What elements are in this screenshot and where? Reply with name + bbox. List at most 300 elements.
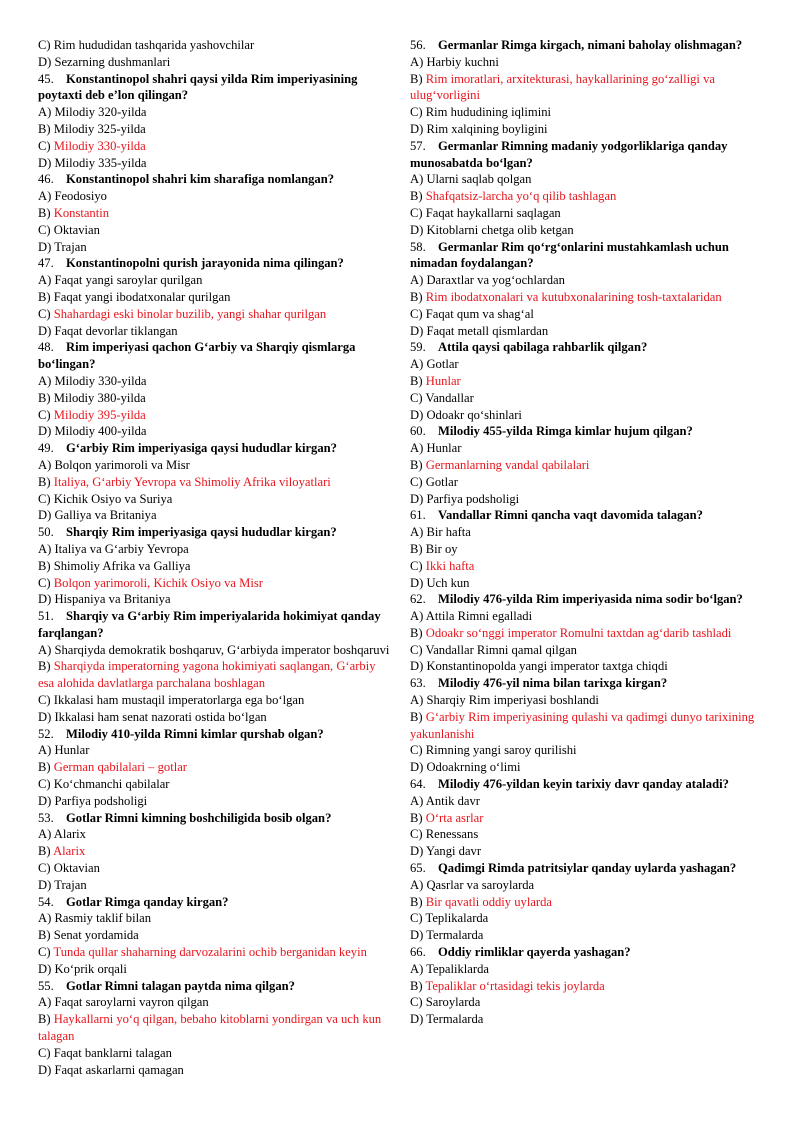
- answer-option: [410, 961, 762, 978]
- answer-option: [38, 188, 390, 205]
- answer-option-correct: [410, 558, 762, 575]
- answer-option: [410, 323, 762, 340]
- option-letter: B): [38, 844, 51, 859]
- answer-option-correct: [410, 373, 762, 390]
- question-number: 51.: [38, 609, 54, 624]
- option-text: Milodiy 325-yilda: [53, 121, 146, 136]
- option-text: Trajan: [54, 239, 87, 254]
- answer-option: [38, 860, 390, 877]
- option-text: Ikki hafta: [425, 558, 475, 573]
- question-number: 55.: [38, 978, 54, 993]
- question-number: 46.: [38, 172, 54, 187]
- option-text: Rimning yangi saroy qurilishi: [425, 743, 577, 758]
- option-text: Alarix: [53, 827, 86, 842]
- question-text: [410, 138, 762, 172]
- option-letter: C): [410, 743, 423, 758]
- answer-option: [410, 793, 762, 810]
- option-letter: A): [38, 105, 52, 120]
- option-text: Faqat metall qismlardan: [426, 323, 549, 338]
- question-label: Germanlar Rimga kirgach, nimani baholay olishmagan?: [438, 38, 743, 52]
- option-text: Uch kun: [426, 575, 470, 590]
- answer-option-correct: [410, 188, 762, 205]
- answer-option-correct: [410, 810, 762, 827]
- answer-option: [410, 407, 762, 424]
- option-letter: C): [38, 407, 51, 422]
- option-text: Faqat saroylarni vayron qilgan: [54, 995, 209, 1010]
- option-letter: C): [38, 222, 51, 237]
- option-letter: B): [38, 659, 51, 674]
- option-letter: B): [410, 709, 423, 724]
- answer-option: [38, 776, 390, 793]
- option-letter: A): [410, 357, 424, 372]
- option-text: Daraxtlar va yog‘ochlardan: [426, 273, 565, 288]
- option-text: Vandallar: [425, 390, 474, 405]
- option-text: Tepaliklar o‘rtasidagi tekis joylarda: [425, 978, 605, 993]
- option-letter: A): [410, 172, 424, 187]
- option-letter: A): [410, 441, 424, 456]
- option-text: Bir hafta: [426, 525, 471, 540]
- answer-option: [38, 104, 390, 121]
- option-letter: A): [410, 961, 424, 976]
- option-letter: B): [410, 457, 423, 472]
- option-text: Ikkalasi ham mustaqil imperatorlarga ega bo‘lgan: [53, 693, 305, 708]
- option-text: Rim hududining iqlimini: [425, 105, 551, 120]
- option-letter: A): [410, 609, 424, 624]
- option-text: Milodiy 320-yilda: [54, 105, 147, 120]
- answer-option: [38, 457, 390, 474]
- question-number: 48.: [38, 340, 54, 355]
- answer-option-correct: [38, 843, 390, 860]
- question-number: 58.: [410, 239, 426, 254]
- option-letter: A): [410, 877, 424, 892]
- option-letter: A): [38, 995, 52, 1010]
- option-text: Haykallarni yo‘q qilgan, bebaho kitoblarni yondirgan va uch kun talagan: [38, 1012, 382, 1044]
- question-label: Rim imperiyasi qachon G‘arbiy va Sharqiy qismlarga bo‘lingan?: [38, 340, 356, 372]
- question-label: Gotlar Rimga qanday kirgan?: [66, 894, 229, 909]
- answer-option: [410, 877, 762, 894]
- question-label: Gotlar Rimni kimning boshchiligida bosib olgan?: [66, 810, 332, 825]
- answer-option: [38, 1062, 390, 1079]
- option-text: Sharqiy Rim imperiyasi boshlandi: [426, 693, 599, 708]
- answer-option-correct: [410, 978, 762, 995]
- answer-option: [410, 524, 762, 541]
- answer-option: [410, 474, 762, 491]
- option-text: Yangi davr: [425, 844, 482, 859]
- option-text: Rim hududidan tashqarida yashovchilar: [53, 38, 255, 52]
- answer-option: [38, 155, 390, 172]
- question-text: [410, 339, 762, 356]
- answer-option: [38, 37, 390, 54]
- question-label: Vandallar Rimni qancha vaqt davomida talagan?: [438, 508, 703, 523]
- option-text: Harbiy kuchni: [426, 54, 499, 69]
- question-number: 57.: [410, 138, 426, 153]
- answer-option: [38, 961, 390, 978]
- option-text: Milodiy 330-yilda: [53, 138, 146, 153]
- option-text: Faqat askarlarni qamagan: [54, 1062, 184, 1077]
- option-text: Milodiy 395-yilda: [53, 407, 146, 422]
- option-text: Oktavian: [53, 861, 100, 876]
- option-text: Ko‘chmanchi qabilalar: [53, 777, 170, 792]
- answer-option: [410, 575, 762, 592]
- question-text: [410, 591, 762, 608]
- answer-option: [410, 205, 762, 222]
- question-text: [38, 894, 390, 911]
- left-column: [38, 37, 390, 1078]
- question-label: Milodiy 476-yilda Rim imperiyasida nima sodir bo‘lgan?: [438, 592, 743, 607]
- answer-option: [38, 507, 390, 524]
- answer-option-correct: [38, 138, 390, 155]
- answer-option: [38, 558, 390, 575]
- question-label: Qadimgi Rimda patritsiylar qanday uylarda yashagan?: [438, 861, 737, 876]
- answer-option: [410, 356, 762, 373]
- option-text: Faqat devorlar tiklangan: [54, 323, 178, 338]
- answer-option: [410, 121, 762, 138]
- question-number: 66.: [410, 945, 426, 960]
- option-text: Antik davr: [425, 793, 480, 808]
- answer-option: [38, 239, 390, 256]
- answer-option: [410, 222, 762, 239]
- option-letter: D): [410, 222, 424, 237]
- option-letter: D): [38, 1062, 52, 1077]
- option-text: Qasrlar va saroylarda: [426, 877, 535, 892]
- option-letter: A): [38, 827, 52, 842]
- question-text: [410, 423, 762, 440]
- question-number: 45.: [38, 71, 54, 86]
- answer-option-correct: [38, 407, 390, 424]
- option-text: Tunda qullar shaharning darvozalarini ochib berganidan keyin: [53, 945, 367, 960]
- option-text: Italiya va G‘arbiy Yevropa: [54, 541, 189, 556]
- option-letter: D): [410, 575, 424, 590]
- option-letter: D): [38, 239, 52, 254]
- option-text: Ikkalasi ham senat nazorati ostida bo‘lgan: [54, 709, 267, 724]
- option-letter: A): [38, 373, 52, 388]
- option-text: Milodiy 380-yilda: [53, 390, 146, 405]
- option-text: Parfiya podsholigi: [54, 793, 148, 808]
- option-letter: A): [38, 273, 52, 288]
- option-text: Faqat haykallarni saqlagan: [425, 205, 561, 220]
- option-text: O‘rta asrlar: [425, 810, 484, 825]
- answer-option: [38, 910, 390, 927]
- question-text: [38, 171, 390, 188]
- question-text: [38, 726, 390, 743]
- answer-option-correct: [410, 457, 762, 474]
- question-label: Attila qaysi qabilaga rahbarlik qilgan?: [438, 340, 648, 355]
- answer-option: [410, 843, 762, 860]
- option-letter: D): [38, 54, 52, 69]
- option-text: Sharqiyda demokratik boshqaruv, G‘arbiyda imperator boshqaruvi: [54, 642, 390, 657]
- answer-option-correct: [410, 625, 762, 642]
- option-text: Termalarda: [426, 928, 484, 943]
- answer-option: [38, 642, 390, 659]
- option-letter: B): [38, 205, 51, 220]
- option-letter: D): [410, 121, 424, 136]
- answer-option-correct: [38, 759, 390, 776]
- option-letter: C): [38, 945, 51, 960]
- option-letter: D): [410, 407, 424, 422]
- answer-option: [38, 272, 390, 289]
- option-letter: A): [410, 273, 424, 288]
- answer-option: [410, 272, 762, 289]
- question-number: 54.: [38, 894, 54, 909]
- question-text: [38, 978, 390, 995]
- option-text: Parfiya podsholigi: [426, 491, 520, 506]
- answer-option: [38, 222, 390, 239]
- option-letter: D): [38, 709, 52, 724]
- question-number: 59.: [410, 340, 426, 355]
- question-number: 47.: [38, 256, 54, 271]
- option-letter: A): [410, 693, 424, 708]
- option-text: Tepaliklarda: [426, 961, 489, 976]
- question-text: [410, 776, 762, 793]
- option-text: Trajan: [54, 877, 87, 892]
- option-text: Kichik Osiyo va Suriya: [53, 491, 173, 506]
- answer-option-correct: [38, 658, 390, 692]
- answer-option: [410, 910, 762, 927]
- option-letter: B): [410, 289, 423, 304]
- question-label: Milodiy 455-yilda Rimga kimlar hujum qilgan?: [438, 424, 693, 439]
- option-letter: B): [410, 71, 423, 86]
- option-text: Shahardagi eski binolar buzilib, yangi shahar qurilgan: [53, 306, 327, 321]
- question-number: 52.: [38, 726, 54, 741]
- option-letter: C): [410, 642, 423, 657]
- option-letter: B): [410, 189, 423, 204]
- question-text: [38, 339, 390, 373]
- option-letter: A): [38, 541, 52, 556]
- answer-option: [410, 927, 762, 944]
- question-label: Milodiy 476-yil nima bilan tarixga kirgan?: [438, 676, 668, 691]
- option-text: Milodiy 330-yilda: [54, 373, 147, 388]
- option-text: Sezarning dushmanlari: [54, 54, 171, 69]
- answer-option-correct: [38, 575, 390, 592]
- question-text: [38, 71, 390, 105]
- option-letter: D): [38, 877, 52, 892]
- option-text: Teplikalarda: [425, 911, 489, 926]
- option-letter: D): [410, 659, 424, 674]
- question-label: Konstantinopol shahri kim sharafiga nomlangan?: [66, 172, 335, 187]
- option-text: Rasmiy taklif bilan: [54, 911, 151, 926]
- answer-option: [410, 692, 762, 709]
- answer-option: [38, 491, 390, 508]
- option-letter: D): [38, 508, 52, 523]
- option-letter: D): [38, 961, 52, 976]
- option-letter: B): [410, 541, 423, 556]
- option-text: Shimoliy Afrika va Galliya: [53, 558, 191, 573]
- option-letter: B): [38, 121, 51, 136]
- answer-option: [38, 423, 390, 440]
- option-letter: D): [410, 323, 424, 338]
- answer-option: [410, 541, 762, 558]
- option-letter: A): [38, 457, 52, 472]
- option-letter: B): [38, 928, 51, 943]
- option-letter: D): [38, 592, 52, 607]
- answer-option-correct: [410, 289, 762, 306]
- question-number: 56.: [410, 38, 426, 52]
- option-letter: C): [38, 693, 51, 708]
- option-text: Attila Rimni egalladi: [425, 609, 533, 624]
- option-text: Hunlar: [426, 441, 462, 456]
- answer-option: [38, 1045, 390, 1062]
- question-label: Sharqiy va G‘arbiy Rim imperiyalarida hokimiyat qanday farqlangan?: [38, 609, 381, 640]
- answer-option: [410, 306, 762, 323]
- answer-option: [38, 373, 390, 390]
- question-label: Gotlar Rimni talagan paytda nima qilgan?: [66, 978, 295, 993]
- option-text: Alarix: [53, 844, 86, 859]
- option-letter: D): [410, 844, 424, 859]
- option-letter: C): [410, 911, 423, 926]
- option-text: Konstantin: [53, 205, 110, 220]
- option-letter: A): [38, 189, 52, 204]
- question-number: 60.: [410, 424, 426, 439]
- question-text: [38, 608, 390, 642]
- option-text: Rim ibodatxonalari va kutubxonalarining tosh-taxtalaridan: [425, 289, 722, 304]
- answer-option: [38, 323, 390, 340]
- option-text: Bolqon yarimoroli va Misr: [54, 457, 190, 472]
- option-text: Faqat yangi ibodatxonalar qurilgan: [53, 289, 231, 304]
- question-text: [410, 675, 762, 692]
- option-letter: B): [410, 810, 423, 825]
- right-column: [410, 37, 762, 1028]
- option-text: Hispaniya va Britaniya: [54, 592, 171, 607]
- question-text: [38, 524, 390, 541]
- option-letter: B): [38, 474, 51, 489]
- option-letter: C): [38, 575, 51, 590]
- answer-option: [38, 692, 390, 709]
- option-text: Oktavian: [53, 222, 100, 237]
- option-letter: A): [410, 525, 424, 540]
- option-text: Germanlarning vandal qabilalari: [425, 457, 590, 472]
- answer-option: [410, 491, 762, 508]
- option-letter: C): [38, 777, 51, 792]
- option-letter: D): [410, 1012, 424, 1027]
- option-letter: C): [410, 306, 423, 321]
- option-text: Termalarda: [426, 1012, 484, 1027]
- answer-option-correct: [38, 205, 390, 222]
- option-letter: D): [410, 491, 424, 506]
- question-text: [410, 239, 762, 273]
- option-text: Odoakr so‘nggi imperator Romulni taxtdan ag‘darib tashladi: [425, 625, 732, 640]
- answer-option: [38, 541, 390, 558]
- question-text: [410, 860, 762, 877]
- question-number: 64.: [410, 777, 426, 792]
- option-letter: C): [410, 205, 423, 220]
- answer-option-correct: [410, 894, 762, 911]
- question-number: 50.: [38, 525, 54, 540]
- question-text: [410, 507, 762, 524]
- option-letter: D): [38, 323, 52, 338]
- option-letter: B): [410, 894, 423, 909]
- question-label: G‘arbiy Rim imperiyasiga qaysi hududlar kirgan?: [66, 441, 337, 456]
- answer-option: [410, 1011, 762, 1028]
- option-letter: B): [38, 390, 51, 405]
- answer-option: [410, 608, 762, 625]
- question-label: Germanlar Rimning madaniy yodgorliklariga qanday munosabatda bo‘lgan?: [410, 138, 728, 170]
- option-text: Odoakrning o‘limi: [426, 760, 521, 775]
- answer-option: [38, 591, 390, 608]
- option-text: Faqat yangi saroylar qurilgan: [54, 273, 203, 288]
- option-letter: A): [410, 54, 424, 69]
- option-text: Sharqiyda imperatorning yagona hokimiyati saqlangan, G‘arbiy esa alohida davlatlarga parchalana boshlagan: [38, 659, 376, 691]
- option-text: Kitoblarni chetga olib ketgan: [426, 222, 574, 237]
- question-label: Milodiy 410-yilda Rimni kimlar qurshab olgan?: [66, 726, 324, 741]
- option-text: Gotlar: [425, 474, 458, 489]
- option-letter: C): [410, 558, 423, 573]
- answer-option: [38, 121, 390, 138]
- option-text: Renessans: [425, 827, 479, 842]
- question-label: Konstantinopolni qurish jarayonida nima qilingan?: [66, 256, 344, 271]
- answer-option-correct: [410, 709, 762, 743]
- option-text: Rim imoratlari, arxitekturasi, haykallarining go‘zalligi va ulug‘vorligini: [410, 71, 715, 103]
- answer-option-correct: [410, 71, 762, 105]
- option-letter: B): [38, 760, 51, 775]
- option-letter: C): [38, 38, 51, 52]
- option-letter: A): [38, 911, 52, 926]
- question-text: [38, 810, 390, 827]
- option-text: Bir qavatli oddiy uylarda: [425, 894, 553, 909]
- option-letter: D): [38, 155, 52, 170]
- question-text: [410, 37, 762, 54]
- option-text: Faqat banklarni talagan: [53, 1045, 172, 1060]
- option-text: Odoakr qo‘shinlari: [426, 407, 522, 422]
- question-number: 63.: [410, 676, 426, 691]
- question-number: 62.: [410, 592, 426, 607]
- option-text: Konstantinopolda yangi imperator taxtga chiqdi: [426, 659, 668, 674]
- answer-option: [410, 759, 762, 776]
- option-letter: C): [38, 491, 51, 506]
- answer-option: [38, 742, 390, 759]
- option-text: Bolqon yarimoroli, Kichik Osiyo va Misr: [53, 575, 263, 590]
- option-letter: D): [410, 760, 424, 775]
- option-letter: B): [38, 1012, 51, 1027]
- option-text: German qabilalari – gotlar: [53, 760, 187, 775]
- option-text: Hunlar: [54, 743, 90, 758]
- option-letter: C): [38, 138, 51, 153]
- answer-option-correct: [38, 474, 390, 491]
- option-letter: B): [410, 978, 423, 993]
- answer-option: [38, 390, 390, 407]
- answer-option: [38, 54, 390, 71]
- answer-option: [38, 826, 390, 843]
- option-text: Feodosiyo: [54, 189, 107, 204]
- option-text: Saroylarda: [425, 995, 481, 1010]
- option-letter: B): [38, 289, 51, 304]
- option-text: Milodiy 400-yilda: [54, 424, 147, 439]
- question-number: 61.: [410, 508, 426, 523]
- question-label: Oddiy rimliklar qayerda yashagan?: [438, 945, 631, 960]
- option-letter: C): [410, 827, 423, 842]
- question-label: Milodiy 476-yildan keyin tarixiy davr qanday ataladi?: [438, 777, 729, 792]
- option-text: Ularni saqlab qolgan: [426, 172, 532, 187]
- option-text: Faqat qum va shag‘al: [425, 306, 534, 321]
- option-text: Rim xalqining boyligini: [426, 121, 548, 136]
- answer-option: [410, 826, 762, 843]
- answer-option: [38, 994, 390, 1011]
- option-text: Hunlar: [425, 373, 461, 388]
- answer-option: [38, 793, 390, 810]
- option-text: Milodiy 335-yilda: [54, 155, 147, 170]
- answer-option: [410, 742, 762, 759]
- question-text: [38, 255, 390, 272]
- option-text: Gotlar: [426, 357, 459, 372]
- option-letter: C): [410, 995, 423, 1010]
- option-letter: C): [38, 306, 51, 321]
- answer-option: [410, 658, 762, 675]
- answer-option: [410, 54, 762, 71]
- answer-option: [38, 709, 390, 726]
- answer-option: [410, 642, 762, 659]
- question-label: Germanlar Rim qo‘rg‘onlarini mustahkamlash uchun nimadan foydalangan?: [410, 239, 729, 271]
- option-letter: D): [38, 424, 52, 439]
- option-letter: D): [410, 928, 424, 943]
